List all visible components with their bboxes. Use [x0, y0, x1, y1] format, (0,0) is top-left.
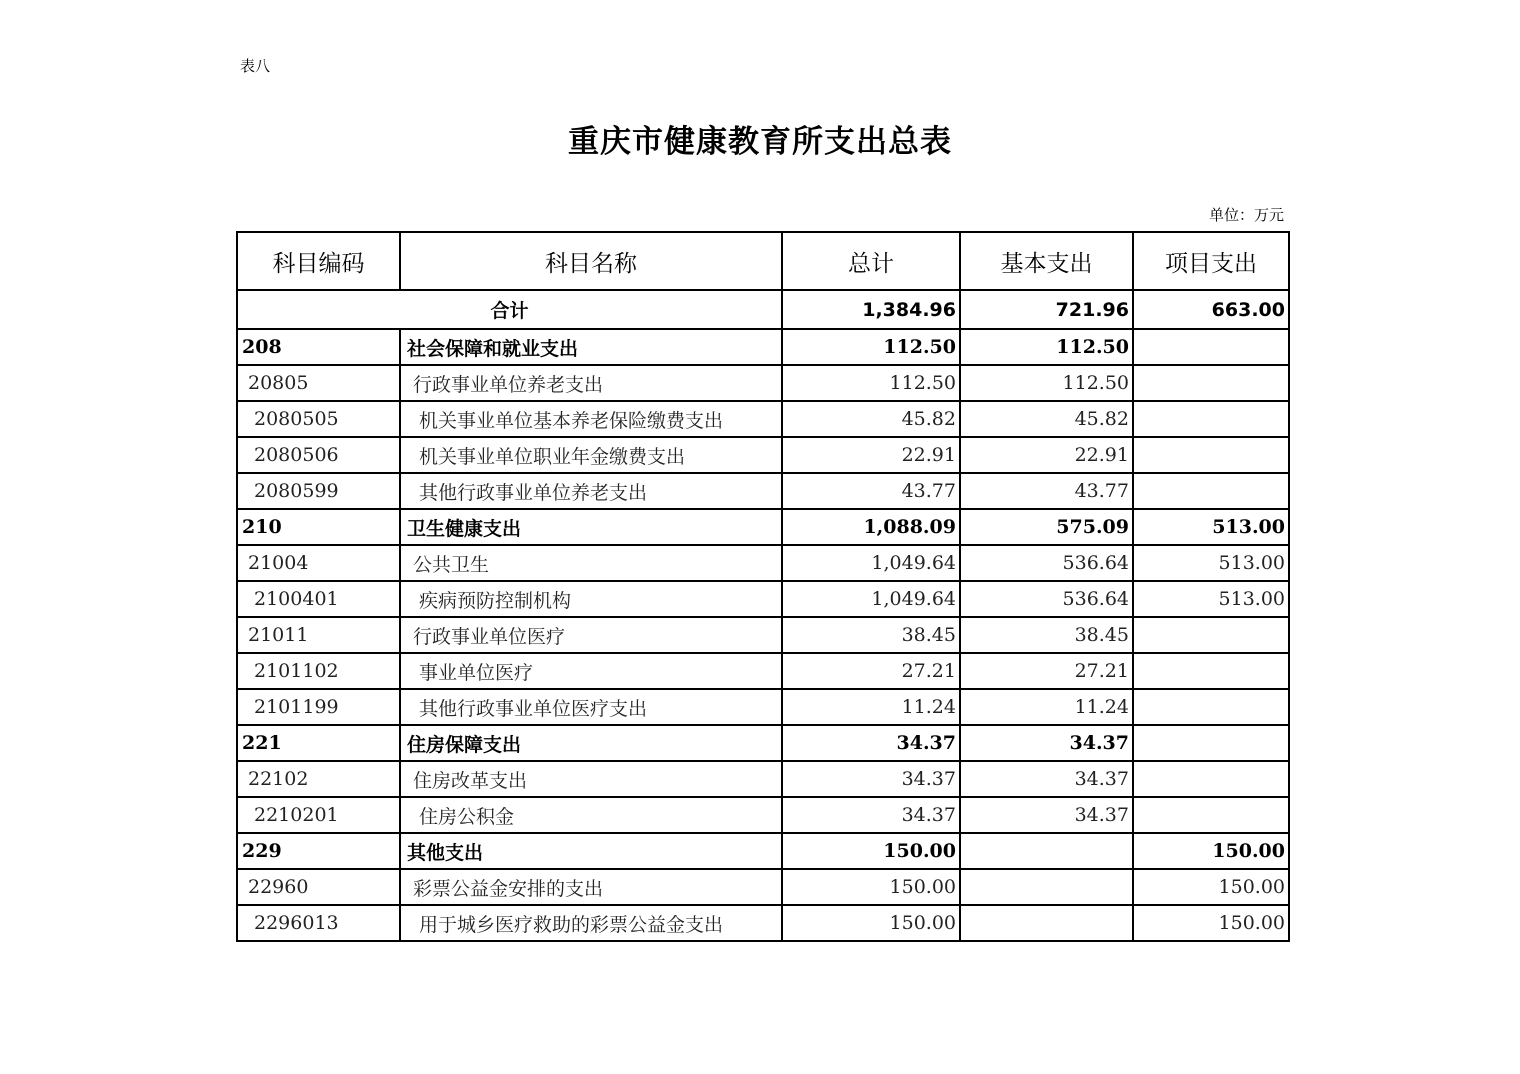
cell-basic: 43.77	[960, 473, 1133, 509]
cell-basic: 575.09	[960, 509, 1133, 545]
cell-name: 住房公积金	[400, 797, 782, 833]
cell-basic: 27.21	[960, 653, 1133, 689]
table-row	[237, 473, 1289, 509]
table-row	[237, 401, 1289, 437]
cell-project	[1133, 761, 1289, 797]
table-row	[237, 329, 1289, 365]
cell-name: 其他行政事业单位医疗支出	[400, 689, 782, 725]
cell-name: 卫生健康支出	[400, 509, 782, 545]
cell-code: 2100401	[237, 581, 400, 617]
header-name: 科目名称	[400, 232, 782, 290]
total-row	[237, 290, 1289, 329]
cell-project	[1133, 437, 1289, 473]
cell-name: 彩票公益金安排的支出	[400, 869, 782, 905]
table-row	[237, 761, 1289, 797]
cell-total: 150.00	[782, 869, 960, 905]
total-label: 合计	[237, 290, 782, 329]
cell-code: 2101199	[237, 689, 400, 725]
cell-total: 1,049.64	[782, 581, 960, 617]
cell-total: 150.00	[782, 833, 960, 869]
table-row	[237, 725, 1289, 761]
cell-project	[1133, 473, 1289, 509]
unit-label: 单位：万元	[1208, 206, 1284, 224]
cell-project: 513.00	[1133, 581, 1289, 617]
cell-project: 150.00	[1133, 833, 1289, 869]
cell-name: 机关事业单位基本养老保险缴费支出	[400, 401, 782, 437]
table-row	[237, 365, 1289, 401]
cell-name: 住房保障支出	[400, 725, 782, 761]
cell-total: 1,088.09	[782, 509, 960, 545]
cell-name: 用于城乡医疗救助的彩票公益金支出	[400, 905, 782, 941]
cell-project	[1133, 725, 1289, 761]
cell-project	[1133, 653, 1289, 689]
table-row	[237, 653, 1289, 689]
cell-basic: 536.64	[960, 545, 1133, 581]
table-row	[237, 689, 1289, 725]
cell-total: 11.24	[782, 689, 960, 725]
cell-name: 机关事业单位职业年金缴费支出	[400, 437, 782, 473]
cell-project	[1133, 797, 1289, 833]
cell-code: 2080506	[237, 437, 400, 473]
cell-total: 22.91	[782, 437, 960, 473]
cell-basic: 536.64	[960, 581, 1133, 617]
cell-project	[1133, 689, 1289, 725]
cell-code: 22960	[237, 869, 400, 905]
table-row	[237, 437, 1289, 473]
cell-project	[1133, 617, 1289, 653]
header-project: 项目支出	[1133, 232, 1289, 290]
expenditure-table	[236, 231, 1290, 942]
cell-project: 150.00	[1133, 869, 1289, 905]
cell-project: 513.00	[1133, 509, 1289, 545]
cell-basic	[960, 869, 1133, 905]
table-row	[237, 869, 1289, 905]
cell-code: 229	[237, 833, 400, 869]
table-row	[237, 797, 1289, 833]
cell-project	[1133, 401, 1289, 437]
cell-name: 其他行政事业单位养老支出	[400, 473, 782, 509]
cell-name: 其他支出	[400, 833, 782, 869]
cell-code: 221	[237, 725, 400, 761]
cell-project: 513.00	[1133, 545, 1289, 581]
cell-basic: 45.82	[960, 401, 1133, 437]
table-row	[237, 833, 1289, 869]
table-body	[237, 290, 1289, 941]
cell-basic	[960, 833, 1133, 869]
cell-code: 2210201	[237, 797, 400, 833]
cell-name: 住房改革支出	[400, 761, 782, 797]
cell-total: 43.77	[782, 473, 960, 509]
table-number-label: 表八	[240, 57, 271, 75]
cell-code: 2296013	[237, 905, 400, 941]
cell-total: 27.21	[782, 653, 960, 689]
cell-total: 150.00	[782, 905, 960, 941]
table-header-row	[237, 232, 1289, 290]
table-row	[237, 509, 1289, 545]
cell-code: 210	[237, 509, 400, 545]
cell-code: 2101102	[237, 653, 400, 689]
cell-basic: 34.37	[960, 761, 1133, 797]
header-total: 总计	[782, 232, 960, 290]
table-row	[237, 905, 1289, 941]
cell-name: 行政事业单位养老支出	[400, 365, 782, 401]
cell-code: 21004	[237, 545, 400, 581]
cell-name: 行政事业单位医疗	[400, 617, 782, 653]
cell-total: 112.50	[782, 365, 960, 401]
cell-code: 2080505	[237, 401, 400, 437]
cell-basic: 11.24	[960, 689, 1133, 725]
cell-project	[1133, 329, 1289, 365]
cell-code: 208	[237, 329, 400, 365]
cell-total: 112.50	[782, 329, 960, 365]
cell-code: 2080599	[237, 473, 400, 509]
header-code: 科目编码	[237, 232, 400, 290]
header-basic: 基本支出	[960, 232, 1133, 290]
table-row	[237, 545, 1289, 581]
cell-basic: 22.91	[960, 437, 1133, 473]
cell-project	[1133, 365, 1289, 401]
cell-total: 34.37	[782, 797, 960, 833]
cell-code: 20805	[237, 365, 400, 401]
cell-project: 150.00	[1133, 905, 1289, 941]
cell-total: 45.82	[782, 401, 960, 437]
cell-code: 22102	[237, 761, 400, 797]
cell-name: 疾病预防控制机构	[400, 581, 782, 617]
cell-name: 公共卫生	[400, 545, 782, 581]
cell-basic: 112.50	[960, 365, 1133, 401]
total-sum: 1,384.96	[782, 290, 960, 329]
cell-total: 1,049.64	[782, 545, 960, 581]
table-row	[237, 617, 1289, 653]
cell-name: 事业单位医疗	[400, 653, 782, 689]
table-row	[237, 581, 1289, 617]
cell-basic: 38.45	[960, 617, 1133, 653]
cell-basic: 112.50	[960, 329, 1133, 365]
cell-basic	[960, 905, 1133, 941]
total-basic: 721.96	[960, 290, 1133, 329]
page-title: 重庆市健康教育所支出总表	[568, 124, 952, 160]
cell-basic: 34.37	[960, 725, 1133, 761]
cell-total: 38.45	[782, 617, 960, 653]
total-project: 663.00	[1133, 290, 1289, 329]
cell-basic: 34.37	[960, 797, 1133, 833]
cell-total: 34.37	[782, 725, 960, 761]
cell-total: 34.37	[782, 761, 960, 797]
cell-code: 21011	[237, 617, 400, 653]
cell-name: 社会保障和就业支出	[400, 329, 782, 365]
